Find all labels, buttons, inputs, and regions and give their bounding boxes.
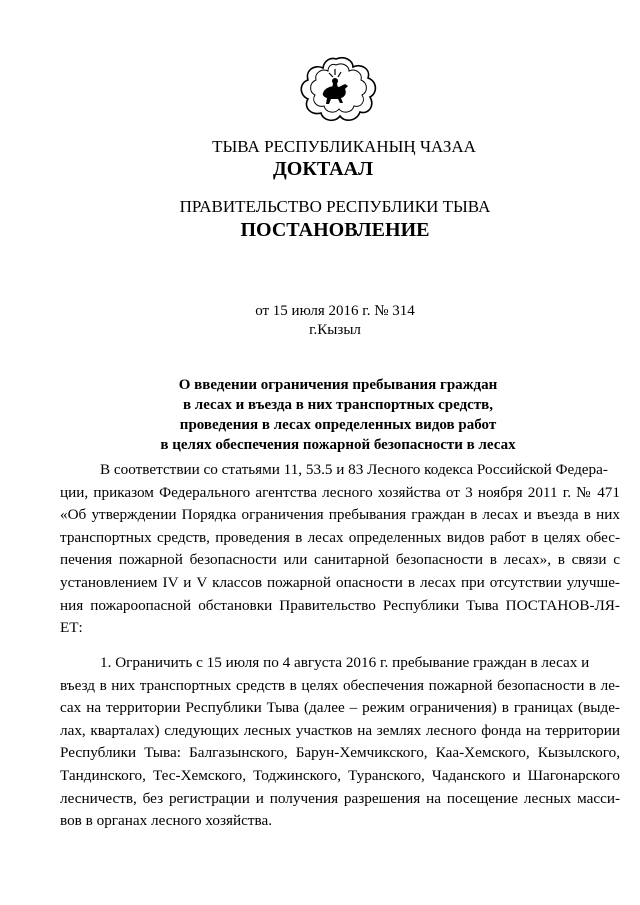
item-1-paragraph: [60, 652, 620, 833]
paragraph-line: 1. Ограничить с 15 июля по 4 августа 2016 г. пребывание граждан в лесах и: [100, 654, 590, 671]
decree-title: [0, 375, 640, 455]
paragraph-line: лесничеств, без регистрации и получения разрешения на посещение лесных масси-: [60, 789, 620, 807]
paragraph-line: установлением IV и V классов пожарной опасности в лесах при отсутствии улучше-: [60, 573, 620, 591]
paragraph-line: ции, приказом Федерального агентства лесного хозяйства от 3 ноября 2011 г. № 471: [60, 483, 620, 501]
paragraph-line: Республики Тыва: Балгазынского, Барун-Хемчикского, Каа-Хемского, Кызылского,: [60, 744, 620, 762]
paragraph-line: въезд в них транспортных средств в целях обеспечения пожарной безопасности в ле-: [60, 676, 620, 694]
paragraph-line: «Об утверждении Порядка ограничения пребывания граждан в лесах и въезда в них: [60, 506, 620, 524]
paragraph-line: Тандинского, Тес-Хемского, Тоджинского, Туранского, Чаданского и Шагонарского: [60, 766, 620, 784]
decree-heading: ПОСТАНОВЛЕНИЕ: [240, 219, 430, 241]
decree-city: г.Кызыл: [309, 322, 361, 338]
preamble-paragraph: [60, 459, 620, 640]
tyva-government-line: ТЫВА РЕСПУБЛИКАНЫҢ ЧАЗАА: [212, 137, 476, 156]
doktaal-heading: ДОКТААЛ: [273, 158, 373, 180]
paragraph-line: ЕТ:: [60, 619, 83, 637]
title-line: в лесах и въезда в них транспортных средств,: [182, 397, 494, 413]
paragraph-line: ния пожароопасной обстановки Правительство Республики Тыва ПОСТАНОВ-ЛЯ-: [60, 596, 620, 614]
decree-date-number: от 15 июля 2016 г. № 314: [255, 303, 415, 319]
paragraph-line: печения пожарной безопасности или санитарной безопасности в лесах», в связи с: [60, 551, 620, 569]
tyva-coat-of-arms-icon: [293, 55, 379, 123]
paragraph-line: вов в органах лесного хозяйства.: [60, 812, 273, 830]
government-line: ПРАВИТЕЛЬСТВО РЕСПУБЛИКИ ТЫВА: [179, 197, 491, 216]
title-line: проведения в лесах определенных видов работ: [179, 417, 497, 433]
title-line: в целях обеспечения пожарной безопасности в лесах: [160, 437, 516, 453]
paragraph-line: лах, кварталах) следующих лесных участков на землях лесного фонда на территории: [60, 721, 620, 739]
paragraph-line: сах на территории Республики Тыва (далее – режим ограничения) в границах (выде-: [60, 699, 620, 717]
paragraph-line: транспортных средств, проведения в лесах определенных видов работ в целях обес-: [60, 528, 620, 546]
paragraph-line: В соответствии со статьями 11, 53.5 и 83 Лесного кодекса Российской Федера-: [100, 461, 608, 478]
title-line: О введении ограничения пребывания граждан: [178, 377, 498, 393]
